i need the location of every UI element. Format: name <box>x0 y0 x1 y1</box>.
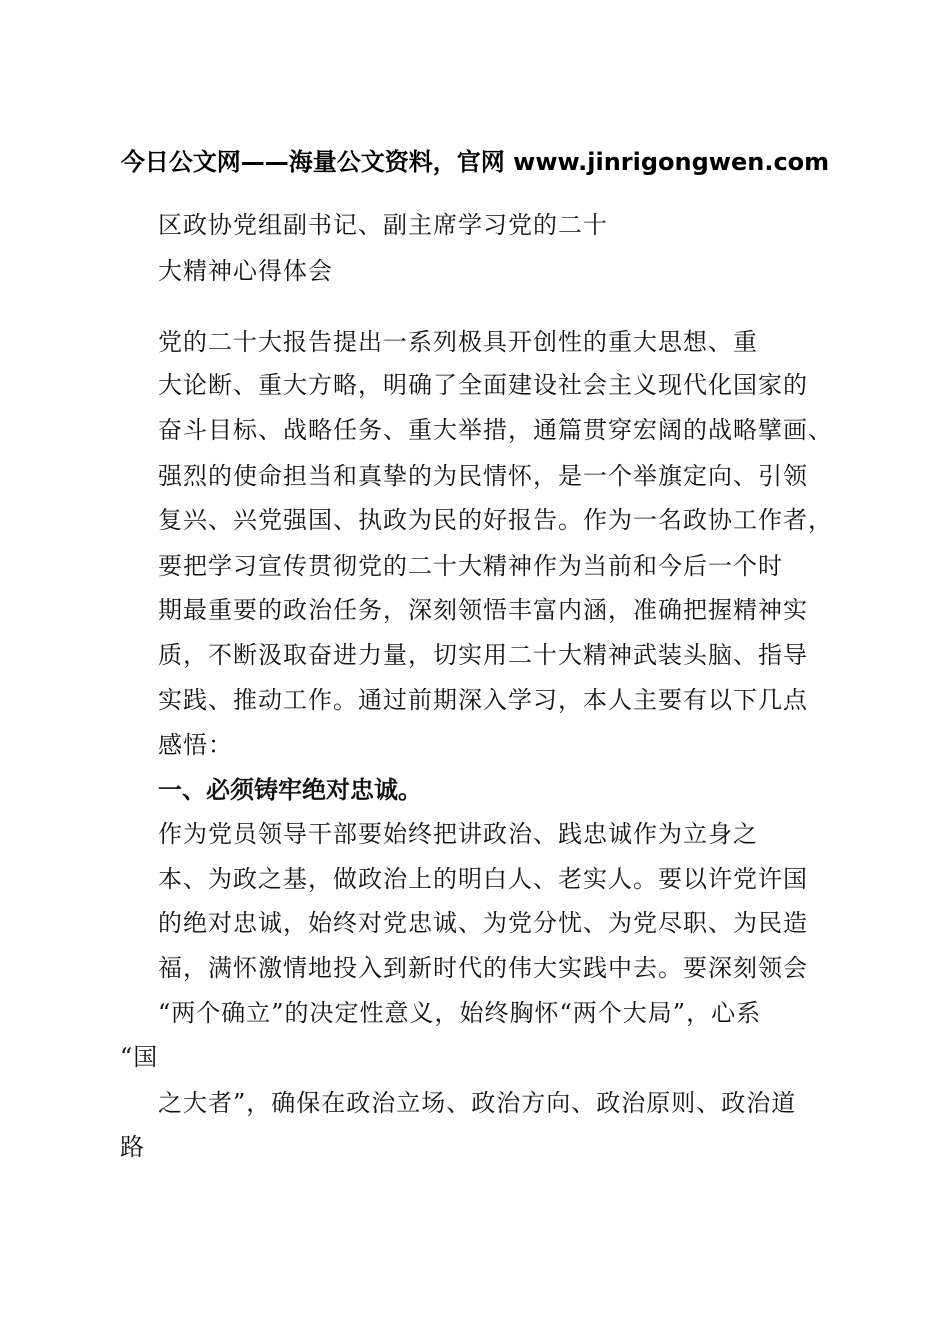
intro-line-10: 感悟： <box>158 731 233 759</box>
site-header: 今日公文网——海量公文资料，官网 www.jinrigongwen.com <box>120 148 830 176</box>
intro-line-7: 期最重要的政治任务，深刻领悟丰富内涵，准确把握精神实 <box>158 596 808 624</box>
section-line-5: “两个确立”的决定性意义，始终胸怀“两个大局”，心系 <box>158 999 762 1027</box>
section-line-3: 的绝对忠诚，始终对党忠诚、为党分忧、为党尽职、为民造 <box>158 909 808 937</box>
intro-line-8: 质，不断汲取奋进力量，切实用二十大精神武装头脑、指导 <box>158 641 808 669</box>
doc-title-line-1: 区政协党组副书记、副主席学习党的二十 <box>158 211 608 239</box>
section-heading: 一、必须铸牢绝对忠诚。 <box>158 776 422 804</box>
section-line-4: 福，满怀激情地投入到新时代的伟大实践中去。要深刻领会 <box>158 954 808 982</box>
section-line-7: 之大者”，确保在政治立场、政治方向、政治原则、政治道 <box>158 1089 797 1117</box>
section-line-6: “国 <box>120 1043 159 1071</box>
intro-line-9: 实践、推动工作。通过前期深入学习，本人主要有以下几点 <box>158 686 808 714</box>
section-line-2: 本、为政之基，做政治上的明白人、老实人。要以许党许国 <box>158 865 808 893</box>
intro-line-6: 要把学习宣传贯彻党的二十大精神作为当前和今后一个时 <box>158 552 783 580</box>
intro-line-3: 奋斗目标、战略任务、重大举措，通篇贯穿宏阔的战略擘画、 <box>158 416 833 444</box>
section-line-8: 路 <box>120 1133 145 1161</box>
doc-title-line-2: 大精神心得体会 <box>158 257 333 285</box>
intro-line-1: 党的二十大报告提出一系列极具开创性的重大思想、重 <box>158 328 758 356</box>
intro-line-2: 大论断、重大方略，明确了全面建设社会主义现代化国家的 <box>158 371 808 399</box>
section-line-1: 作为党员领导干部要始终把讲政治、践忠诚作为立身之 <box>158 820 758 848</box>
intro-line-4: 强烈的使命担当和真挚的为民情怀，是一个举旗定向、引领 <box>158 462 808 490</box>
intro-line-5: 复兴、兴党强国、执政为民的好报告。作为一名政协工作者， <box>158 506 833 534</box>
